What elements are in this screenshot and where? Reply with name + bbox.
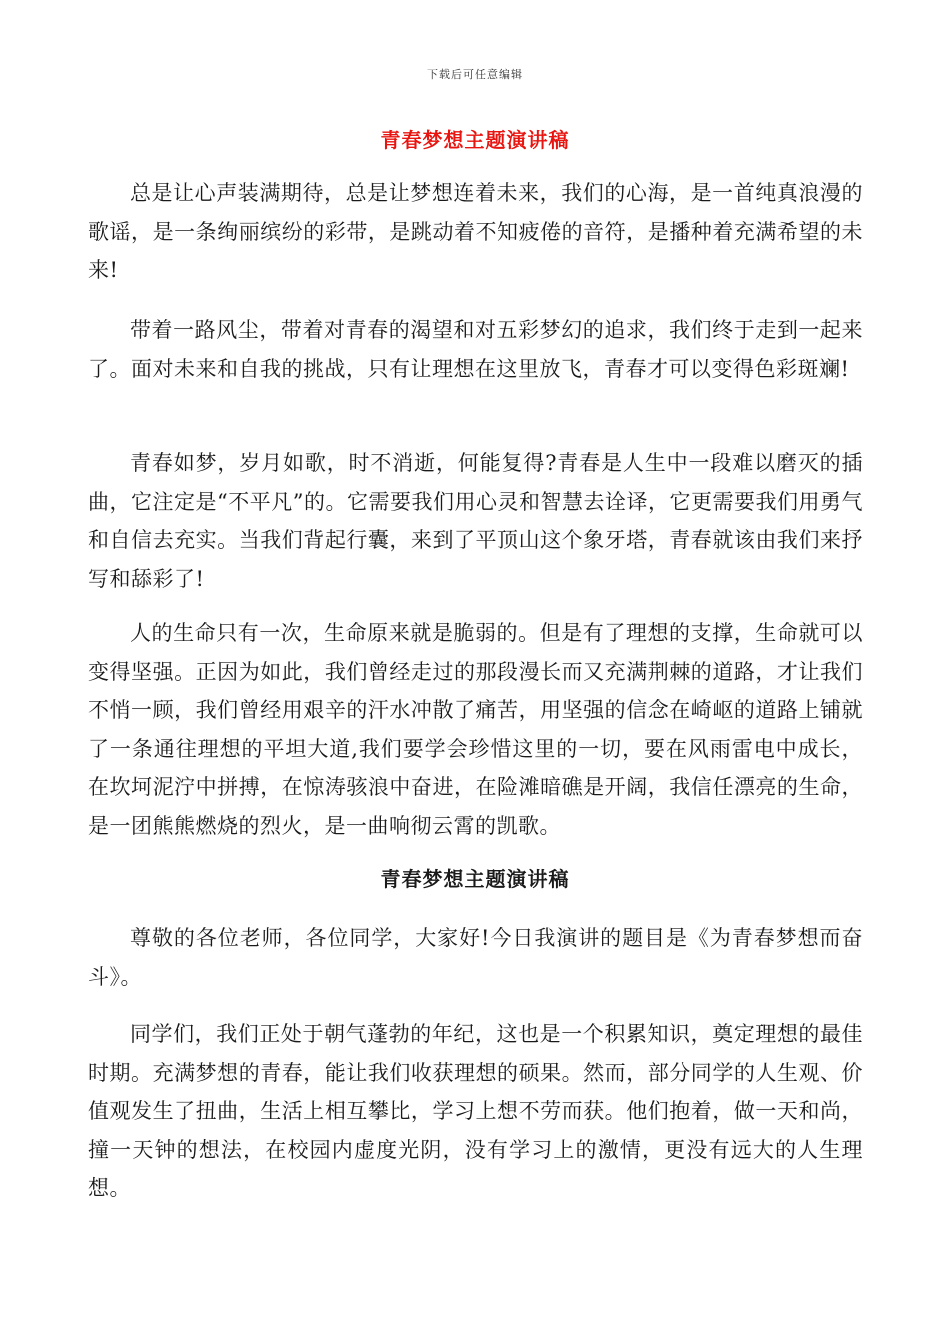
paragraph: 带着一路风尘，带着对青春的渴望和对五彩梦幻的追求，我们终于走到一起来了。面对未来和自我的挑战，只有让理想在这里放飞，青春才可以变得色彩斑斓! — [88, 318, 863, 381]
paragraph: 尊敬的各位老师，各位同学，大家好!今日我演讲的题目是《为青春梦想而奋斗》。 — [88, 926, 863, 989]
section-title: 青春梦想主题演讲稿 — [380, 867, 570, 891]
paragraph: 总是让心声装满期待，总是让梦想连着未来，我们的心海，是一首纯真浪漫的歌谣，是一条绚丽缤纷的彩带，是跳动着不知疲倦的音符，是播种着充满希望的未来! — [88, 181, 863, 282]
header-note: 下载后可任意编辑 — [427, 68, 523, 81]
paragraph: 人的生命只有一次，生命原来就是脆弱的。但是有了理想的支撑，生命就可以变得坚强。正因为如此，我们曾经走过的那段漫长而又充满荆棘的道路，才让我们不悄一顾，我们曾经用艰辛的汗水冲散了痛苦，用坚强的信念在崎岖的道路上铺就了一条通往理想的平坦大道,我们要学会珍惜这里的一切，要在风雨雷电中成长，在坎坷泥泞中拼搏，在惊涛骇浪中奋进，在险滩暗礁是开阔，我信任漂亮的生命，是一团熊熊燃烧的烈火，是一曲响彻云霄的凯歌。 — [88, 621, 863, 838]
paragraph: 同学们，我们正处于朝气蓬勃的年纪，这也是一个积累知识，奠定理想的最佳时期。充满梦想的青春，能让我们收获理想的硕果。然而，部分同学的人生观、价值观发生了扭曲，生活上相互攀比，学习上想不劳而获。他们抱着，做一天和尚，撞一天钟的想法，在校园内虚度光阴，没有学习上的激情，更没有远大的人生理想。 — [88, 1022, 863, 1200]
paragraph: 青春如梦，岁月如歌，时不消逝，何能复得?青春是人生中一段难以磨灭的插曲，它注定是“不平凡”的。它需要我们用心灵和智慧去诠译，它更需要我们用勇气和自信去充实。当我们背起行囊，来到了平顶山这个象牙塔，青春就该由我们来抒写和舔彩了! — [88, 451, 863, 591]
main-title: 青春梦想主题演讲稿 — [380, 128, 570, 152]
